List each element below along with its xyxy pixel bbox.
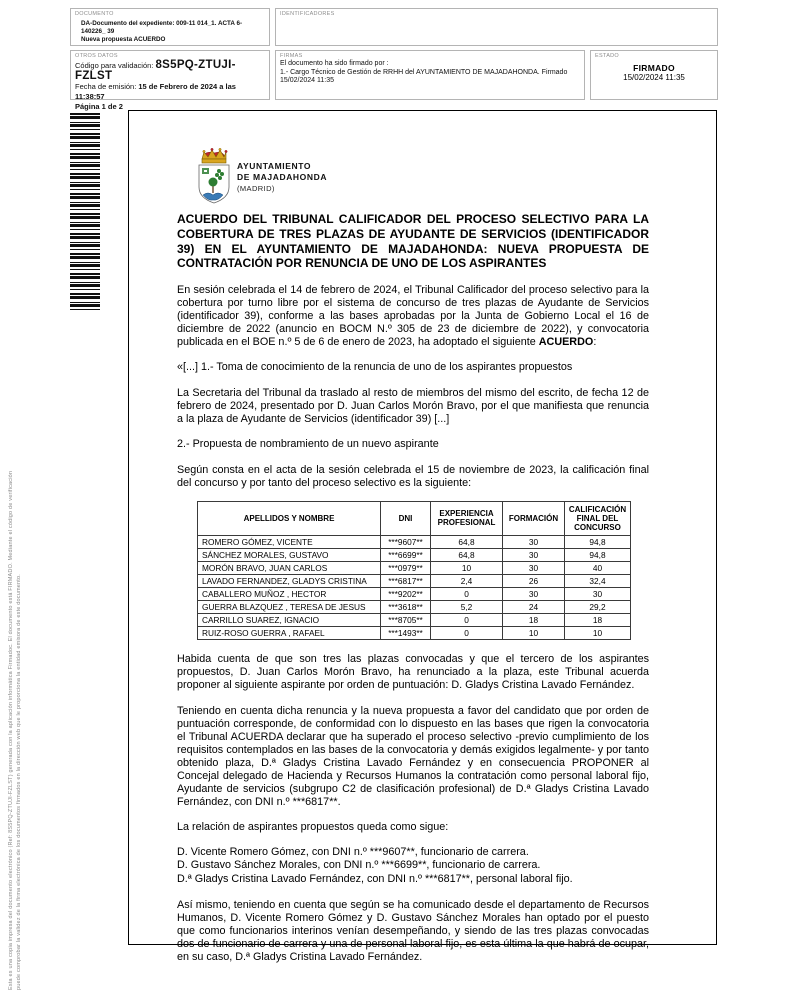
col-dni: DNI	[381, 501, 431, 535]
cell-form: 24	[503, 600, 565, 613]
cell-dni: ***3618**	[381, 600, 431, 613]
cell-form: 10	[503, 626, 565, 639]
org-line1: AYUNTAMIENTO	[237, 161, 312, 171]
status-date: 15/02/2024 11:35	[623, 73, 685, 82]
paragraph-teniendo-en-cuenta: Teniendo en cuenta dicha renuncia y la nueva propuesta a favor del candidato que por orden de puntuación corresponde, de conformidad con lo dispuesto en las bases que rigen la convocatoria el Tribunal ACUERDA declarar que ha superado el proceso selectivo -previo cumplimiento de los requisitos contemplados en las bases de la convocatoria y demás exigidos legalmente- y por tanto obtenido plaza, D.ª Gladys Cristina Lavado Fernández y en consecuencia PROPONER al Concejal delegado de Hacienda y Recursos Humanos la contratación como personal laboral fijo, Ayudante de servicios (subgrupo C2 de clasificación profesional) de D.ª Gladys Cristina Lavado Fernández, con DNI n.º ***6817**.	[177, 704, 649, 808]
table-header-row	[198, 501, 631, 535]
cell-dni: ***0979**	[381, 561, 431, 574]
table-row	[198, 574, 631, 587]
col-formacion: FORMACIÓN	[503, 501, 565, 535]
list-item: D.ª Gladys Cristina Lavado Fernández, con DNI n.º ***6817**, personal laboral fijo.	[177, 872, 573, 885]
cell-name: ROMERO GÓMEZ, VICENTE	[198, 535, 381, 548]
heading-point-2: 2.- Propuesta de nombramiento de un nuevo aspirante	[177, 438, 439, 451]
proposed-candidates-list	[177, 846, 649, 887]
expediente-reference: DA-Documento del expediente: 009-11 014_1. ACTA 6-140226_ 39	[81, 20, 243, 35]
emission-date-line: Fecha de emisión: 15 de Febrero de 2024 a las 11:38:57	[75, 82, 236, 101]
cell-exp: 64,8	[431, 535, 503, 548]
cell-final: 18	[565, 613, 631, 626]
firmas-cell	[275, 50, 585, 100]
otros-datos-label: OTROS DATOS	[75, 53, 118, 59]
validation-code: 8S5PQ-ZTUJI-FZLST	[75, 59, 236, 82]
document-title: ACUERDO DEL TRIBUNAL CALIFICADOR DEL PROCESO SELECTIVO PARA LA COBERTURA DE TRES PLAZAS DE AYUDANTE DE SERVICIOS (IDENTIFICADOR 39) EN EL AYUNTAMIENTO DE MAJADAHONDA: NUEVA PROPUESTA DE CONTRATACIÓN POR RENUNCIA DE UNO DE LOS ASPIRANTES	[177, 212, 649, 271]
list-item: D. Vicente Romero Gómez, con DNI n.º ***9607**, funcionario de carrera.	[177, 845, 529, 858]
cell-dni: ***9607**	[381, 535, 431, 548]
cell-name: LAVADO FERNANDEZ, GLADYS CRISTINA	[198, 574, 381, 587]
emission-date: 15 de Febrero de 2024 a las 11:38:57	[75, 82, 236, 101]
cell-name: CARRILLO SUAREZ, IGNACIO	[198, 613, 381, 626]
documento-subtitle: Nueva propuesta ACUERDO	[81, 36, 166, 43]
cell-exp: 0	[431, 626, 503, 639]
documento-cell	[70, 8, 270, 46]
cell-name: CABALLERO MUÑOZ , HECTOR	[198, 587, 381, 600]
paragraph-session: En sesión celebrada el 14 de febrero de 2024, el Tribunal Calificador del proceso selectivo para la cobertura por turno libre por el sistema de concurso de tres plazas de Ayudante de Servicios (identificador 39), conforme a las bases aprobadas por la Junta de Gobierno Local el 16 de diciembre de 2022 (anuncio en BOCM N.º 305 de 23 de diciembre de 2022), y convocatoria publicada en el BOE n.º 5 de 6 de enero de 2023, ha adoptado el siguiente ACUERDO:	[177, 284, 649, 349]
estado-cell	[590, 50, 718, 100]
cell-name: GUERRA BLAZQUEZ , TERESA DE JESUS	[198, 600, 381, 613]
signer-line: 1.- Cargo Técnico de Gestión de RRHH del AYUNTAMIENTO DE MAJADAHONDA. Firmado 15/02/2024 11:35	[280, 68, 568, 84]
cell-form: 26	[503, 574, 565, 587]
table-row	[198, 587, 631, 600]
verification-fineprint-line2: puede comprobar la validez de la firma electrónica de los documentos firmados en la dirección web que le proporciona la entidad emisora de este documento.	[16, 573, 22, 990]
validation-code-line: Código para validación: 8S5PQ-ZTUJI-FZLST	[75, 59, 236, 82]
document-metadata-header	[70, 8, 718, 111]
cell-final: 94,8	[565, 535, 631, 548]
cell-dni: ***6699**	[381, 548, 431, 561]
firmas-label: FIRMAS	[280, 53, 303, 59]
cell-name: SÁNCHEZ MORALES, GUSTAVO	[198, 548, 381, 561]
table-row	[198, 626, 631, 639]
documento-label: DOCUMENTO	[75, 11, 114, 17]
cell-exp: 0	[431, 613, 503, 626]
paragraph-renuncia: La Secretaria del Tribunal da traslado al resto de miembros del mismo del escrito, de fecha 12 de febrero de 2024, presentado por D. Juan Carlos Morón Bravo, por el que manifiesta que renuncia a la plaza de Ayudante de Servicios (identificador 39) [...]	[177, 387, 649, 426]
cell-exp: 64,8	[431, 548, 503, 561]
results-table-wrapper	[197, 501, 649, 640]
cell-dni: ***8705**	[381, 613, 431, 626]
list-item: D. Gustavo Sánchez Morales, con DNI n.º ***6699**, funcionario de carrera.	[177, 859, 541, 872]
table-row	[198, 561, 631, 574]
results-table	[197, 501, 631, 640]
cell-dni: ***1493**	[381, 626, 431, 639]
cell-form: 30	[503, 561, 565, 574]
cell-exp: 0	[431, 587, 503, 600]
estado-label: ESTADO	[595, 53, 620, 59]
cell-form: 18	[503, 613, 565, 626]
cell-form: 30	[503, 548, 565, 561]
cell-dni: ***9202**	[381, 587, 431, 600]
paragraph-acta: Según consta en el acta de la sesión celebrada el 15 de noviembre de 2023, la calificación final del concurso y por tanto del proceso selectivo es la siguiente:	[177, 464, 649, 490]
cell-form: 30	[503, 535, 565, 548]
table-row	[198, 548, 631, 561]
cell-exp: 2,4	[431, 574, 503, 587]
paragraph-relacion-intro: La relación de aspirantes propuestos queda como sigue:	[177, 820, 449, 833]
signed-by-intro: El documento ha sido firmado por :	[280, 60, 389, 67]
otros-datos-cell	[70, 50, 270, 111]
document-page	[128, 110, 717, 964]
cell-name: MORÓN BRAVO, JUAN CARLOS	[198, 561, 381, 574]
barcode	[70, 113, 100, 310]
col-apellidos: APELLIDOS Y NOMBRE	[198, 501, 381, 535]
cell-final: 32,4	[565, 574, 631, 587]
cell-dni: ***6817**	[381, 574, 431, 587]
org-line2: DE MAJADAHONDA	[237, 172, 328, 182]
paragraph-habida-cuenta: Habida cuenta de que son tres las plazas convocadas y que el tercero de los aspirantes propuestos, D. Juan Carlos Morón Bravo, ha renunciado a la plaza, este Tribunal acuerda proponer al siguiente aspirante por orden de puntuación: D. Gladys Cristina Lavado Fernández.	[177, 652, 649, 691]
identificadores-label: IDENTIFICADORES	[280, 11, 335, 17]
verification-fineprint-line1: Esta es una copia impresa del documento electrónico (Ref: 8S5PQ-ZTUJI-FZLST) generada con la aplicación informática Firmadoc. El documento está FIRMADO. Mediante el código de verificación	[8, 470, 14, 990]
identificadores-cell	[275, 8, 718, 46]
col-experiencia: EXPERIENCIA PROFESIONAL	[431, 501, 503, 535]
cell-exp: 10	[431, 561, 503, 574]
cell-exp: 5,2	[431, 600, 503, 613]
paragraph-asi-mismo: Así mismo, teniendo en cuenta que según se ha comunicado desde el departamento de Recursos Humanos, D. Vicente Romero Gómez y D. Gustavo Sánchez Morales han optado por el puesto que como funcionarios interinos venían desempeñando, y siendo de las tres plazas convocadas dos de funcionario de carrera y una de personal laboral fijo, es esta última la que habrá de ocupar, en su caso, D.ª Gladys Cristina Lavado Fernández.	[177, 899, 649, 964]
cell-final: 10	[565, 626, 631, 639]
page-indicator: Página 1 de 2	[75, 102, 123, 111]
cell-form: 30	[503, 587, 565, 600]
col-calificacion: CALIFICACIÓN FINAL DEL CONCURSO	[565, 501, 631, 535]
cell-name: RUIZ-ROSO GUERRA , RAFAEL	[198, 626, 381, 639]
heading-point-1: «[...] 1.- Toma de conocimiento de la renuncia de uno de los aspirantes propuestos	[177, 361, 573, 374]
table-row	[198, 600, 631, 613]
status-badge: FIRMADO	[633, 63, 675, 73]
acuerdo-bold: ACUERDO	[538, 336, 594, 349]
cell-final: 40	[565, 561, 631, 574]
cell-final: 30	[565, 587, 631, 600]
org-line3: (MADRID)	[237, 184, 275, 193]
table-row	[198, 613, 631, 626]
table-row	[198, 535, 631, 548]
cell-final: 94,8	[565, 548, 631, 561]
cell-final: 29,2	[565, 600, 631, 613]
document-body	[177, 111, 649, 975]
